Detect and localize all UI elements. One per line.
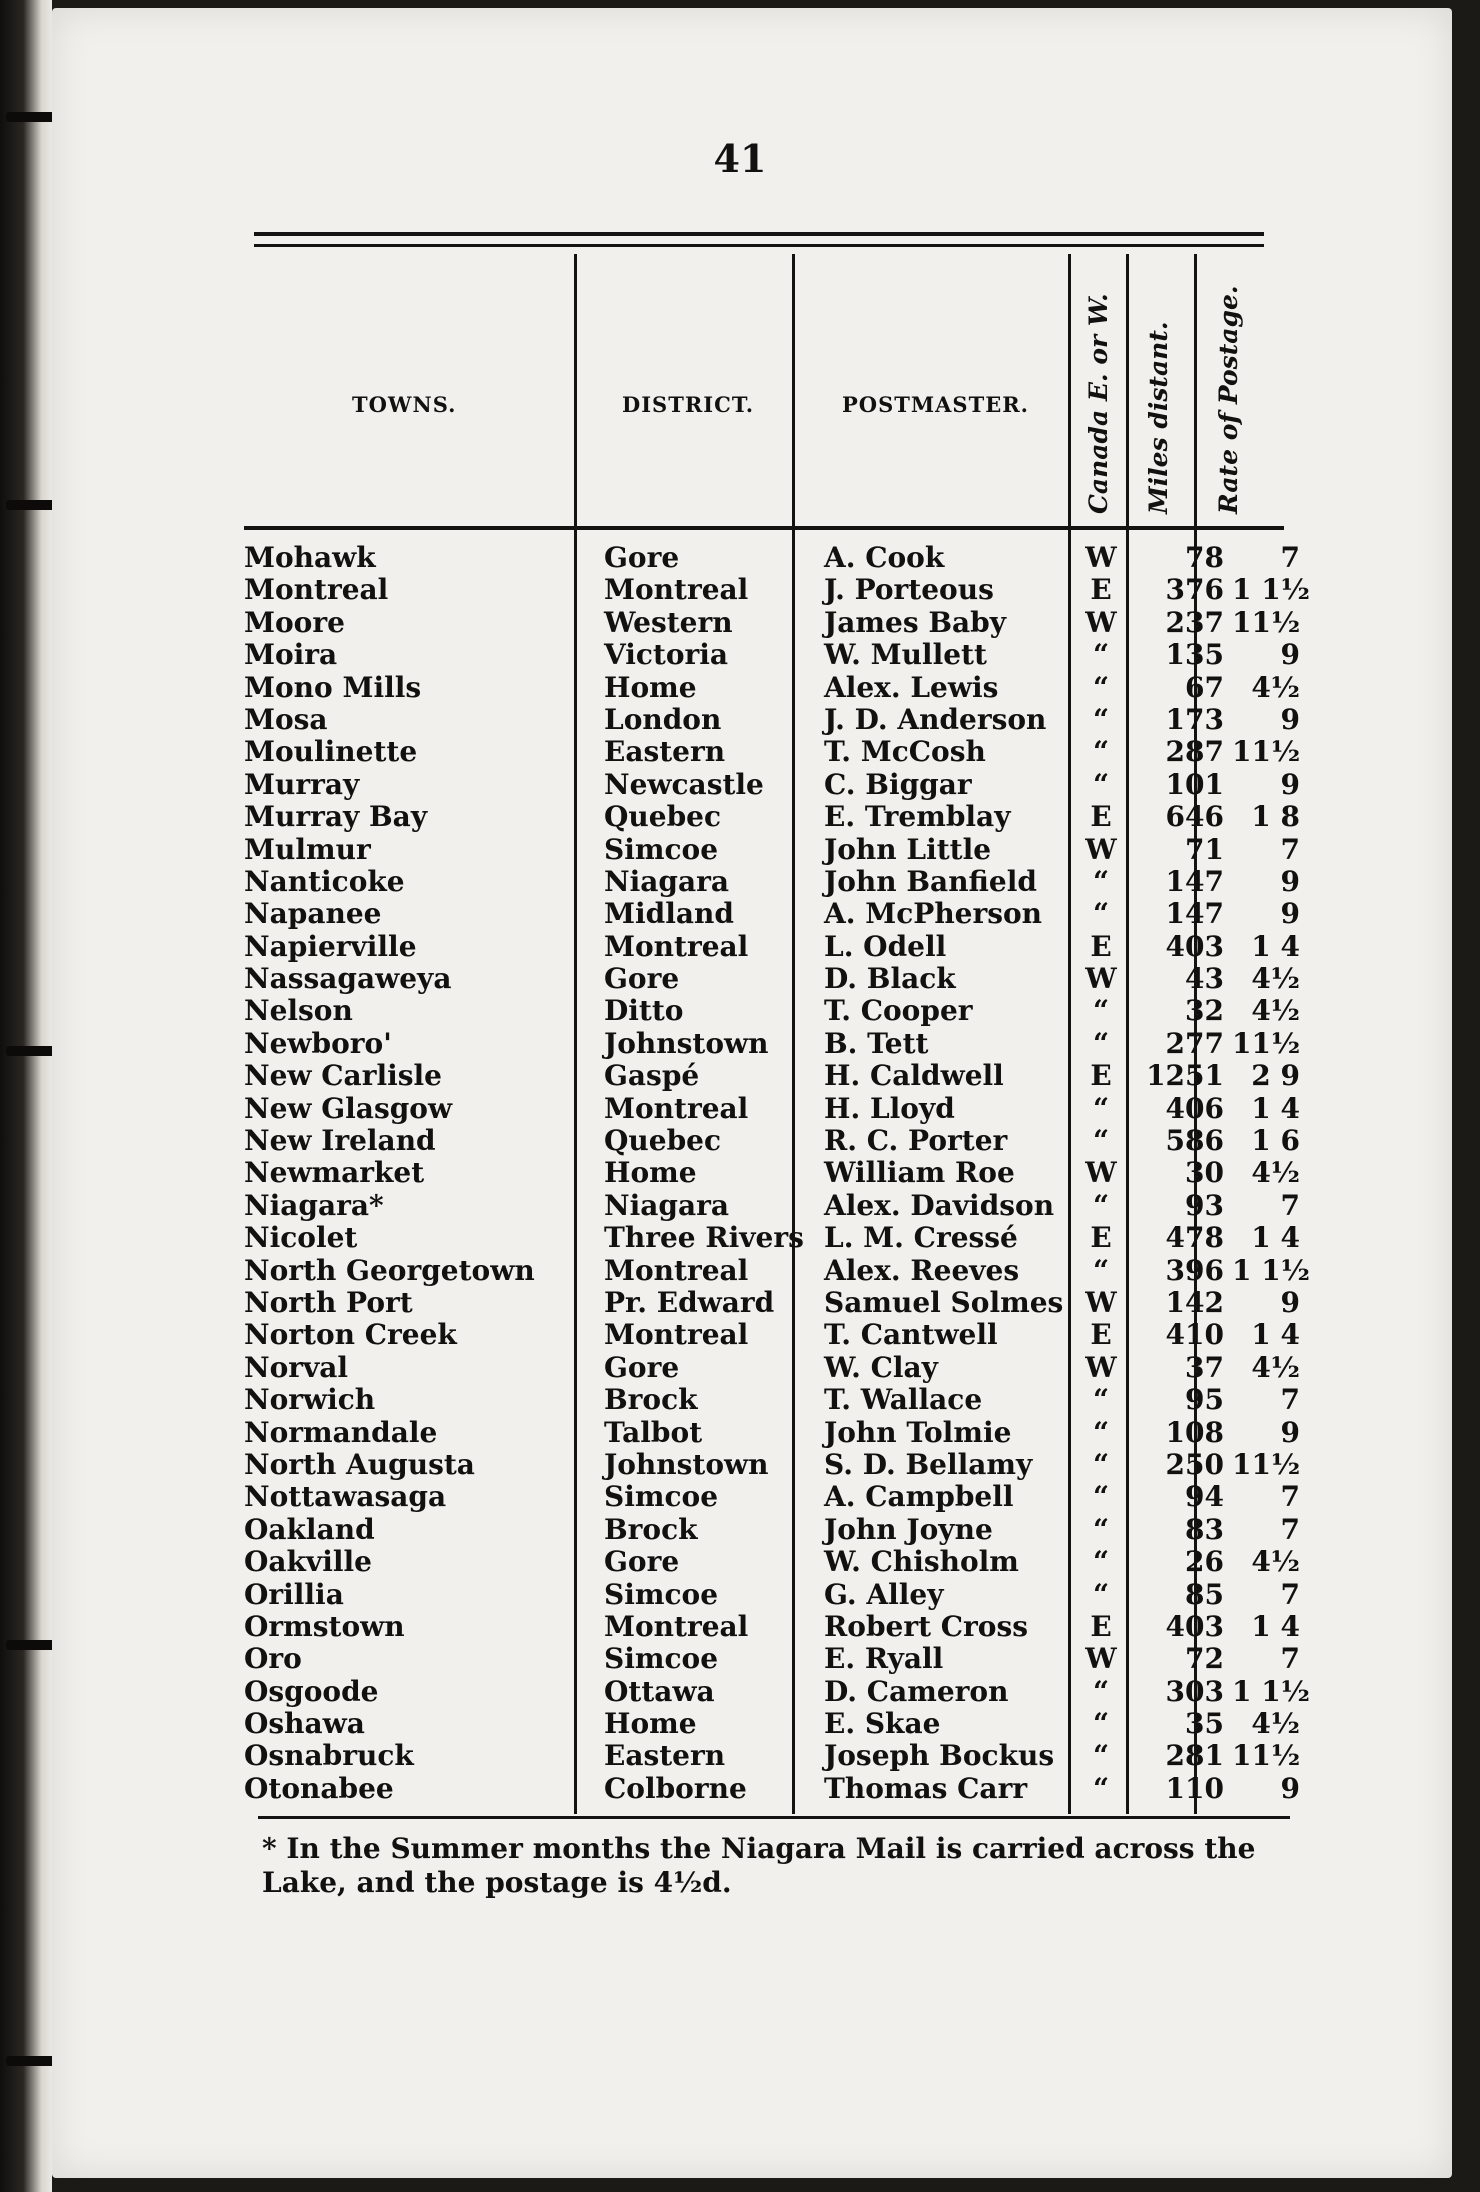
canada-cell: “ xyxy=(1092,1674,1110,1708)
postmaster-cell: G. Alley xyxy=(824,1577,944,1611)
canada-cell: “ xyxy=(1092,1577,1110,1611)
postmaster-cell: Joseph Bockus xyxy=(824,1739,1055,1773)
town-cell: Murray xyxy=(244,767,360,801)
town-cell: New Glasgow xyxy=(244,1091,453,1125)
district-cell: Home xyxy=(604,1156,697,1190)
district-cell: Gore xyxy=(604,1545,680,1579)
table-row xyxy=(244,704,1304,736)
header-rate-of-postage: Rate of Postage. xyxy=(1214,285,1243,514)
town-cell: Osnabruck xyxy=(244,1739,414,1773)
miles-cell: 396 xyxy=(1165,1253,1224,1287)
postmaster-cell: John Banfield xyxy=(824,864,1037,898)
district-cell: Simcoe xyxy=(604,832,719,866)
town-cell: Montreal xyxy=(244,573,389,607)
district-cell: Brock xyxy=(604,1383,698,1417)
town-cell: Nanticoke xyxy=(244,864,405,898)
canada-cell: “ xyxy=(1092,1480,1110,1514)
canada-cell: “ xyxy=(1092,670,1110,704)
miles-cell: 67 xyxy=(1185,670,1224,704)
town-cell: Oakville xyxy=(244,1545,372,1579)
table-row xyxy=(244,1417,1304,1449)
miles-cell: 35 xyxy=(1185,1707,1224,1741)
miles-cell: 108 xyxy=(1165,1415,1224,1449)
postmaster-cell: H. Lloyd xyxy=(824,1091,955,1125)
rate-cell: 7 xyxy=(1280,1577,1300,1611)
miles-cell: 37 xyxy=(1185,1350,1224,1384)
town-cell: North Port xyxy=(244,1285,413,1319)
town-cell: Moulinette xyxy=(244,735,418,769)
table-row xyxy=(244,1449,1304,1481)
canada-cell: E xyxy=(1090,1221,1112,1255)
rate-cell: 1 4 xyxy=(1251,1091,1300,1125)
town-cell: Napanee xyxy=(244,897,382,931)
canada-cell: W xyxy=(1085,1285,1117,1319)
canada-cell: “ xyxy=(1092,1091,1110,1125)
canada-cell: E xyxy=(1090,573,1112,607)
district-cell: Gore xyxy=(604,541,680,574)
canada-cell: W xyxy=(1085,541,1117,574)
district-cell: Pr. Edward xyxy=(604,1285,775,1319)
miles-cell: 287 xyxy=(1165,735,1224,769)
district-cell: Montreal xyxy=(604,929,749,963)
rate-cell: 2 9 xyxy=(1251,1059,1300,1093)
postmaster-cell: L. Odell xyxy=(824,929,947,963)
postmaster-table-body xyxy=(244,541,1310,1805)
canada-cell: “ xyxy=(1092,1771,1110,1805)
town-cell: North Georgetown xyxy=(244,1253,535,1287)
town-cell: Nicolet xyxy=(244,1221,358,1255)
canada-cell: “ xyxy=(1092,1447,1110,1481)
book-binding xyxy=(0,0,52,2192)
table-row xyxy=(244,1740,1304,1772)
table-row xyxy=(244,1352,1304,1384)
canada-cell: “ xyxy=(1092,1026,1110,1060)
canada-cell: W xyxy=(1085,605,1117,639)
postmaster-cell: Alex. Davidson xyxy=(824,1188,1055,1222)
table-row xyxy=(244,639,1304,671)
postmaster-cell: Robert Cross xyxy=(824,1609,1029,1643)
table-row xyxy=(244,573,1310,607)
canada-cell: W xyxy=(1085,1350,1117,1384)
district-cell: Montreal xyxy=(604,573,749,607)
town-cell: Moore xyxy=(244,605,345,639)
rate-cell: 1 4 xyxy=(1251,1609,1300,1643)
town-cell: Norval xyxy=(244,1350,349,1384)
table-row xyxy=(244,1611,1304,1643)
table-row xyxy=(244,1579,1304,1611)
miles-cell: 586 xyxy=(1165,1124,1224,1158)
table-row xyxy=(244,1287,1304,1319)
miles-cell: 147 xyxy=(1165,864,1224,898)
table-row xyxy=(244,1093,1304,1125)
miles-cell: 95 xyxy=(1185,1383,1224,1417)
town-cell: Osgoode xyxy=(244,1674,379,1708)
postmaster-cell: J. D. Anderson xyxy=(824,702,1047,736)
table-row xyxy=(244,1253,1310,1287)
postmaster-cell: J. Porteous xyxy=(824,573,994,607)
header-postmaster: POSTMASTER. xyxy=(842,392,1029,417)
district-cell: Western xyxy=(604,605,733,639)
canada-cell: E xyxy=(1090,929,1112,963)
table-row xyxy=(244,1481,1304,1513)
rate-cell: 11½ xyxy=(1232,1026,1301,1060)
town-cell: Normandale xyxy=(244,1415,438,1449)
town-cell: Otonabee xyxy=(244,1771,394,1805)
table-row xyxy=(244,1157,1304,1189)
town-cell: North Augusta xyxy=(244,1447,475,1481)
table-top-rule xyxy=(254,244,1264,247)
postmaster-cell: W. Mullett xyxy=(824,638,987,672)
rate-cell: 7 xyxy=(1280,832,1300,866)
miles-cell: 646 xyxy=(1165,800,1224,834)
town-cell: Murray Bay xyxy=(244,800,428,834)
rate-cell: 7 xyxy=(1280,1480,1300,1514)
page-number: 41 xyxy=(713,136,767,181)
rate-cell: 7 xyxy=(1280,1188,1300,1222)
table-row xyxy=(244,898,1304,930)
town-cell: Niagara* xyxy=(244,1188,384,1222)
miles-cell: 173 xyxy=(1165,702,1224,736)
town-cell: New Ireland xyxy=(244,1124,436,1158)
canada-cell: E xyxy=(1090,800,1112,834)
town-cell: Moira xyxy=(244,638,338,672)
miles-cell: 30 xyxy=(1185,1156,1224,1190)
canada-cell: “ xyxy=(1092,1124,1110,1158)
miles-cell: 83 xyxy=(1185,1512,1224,1546)
postmaster-cell: C. Biggar xyxy=(824,767,972,801)
district-cell: Simcoe xyxy=(604,1642,719,1676)
postmaster-cell: T. McCosh xyxy=(824,735,986,769)
canada-cell: E xyxy=(1090,1059,1112,1093)
district-cell: Home xyxy=(604,1707,697,1741)
rate-cell: 4½ xyxy=(1251,670,1300,704)
miles-cell: 237 xyxy=(1165,605,1224,639)
canada-cell: “ xyxy=(1092,767,1110,801)
district-cell: Montreal xyxy=(604,1318,749,1352)
miles-cell: 94 xyxy=(1185,1480,1224,1514)
rate-cell: 7 xyxy=(1280,1512,1300,1546)
header-district: DISTRICT. xyxy=(622,392,755,417)
rate-cell: 1 4 xyxy=(1251,1318,1300,1352)
miles-cell: 85 xyxy=(1185,1577,1224,1611)
footnote: * In the Summer months the Niagara Mail is carried across the Lake, and the postage is 4½d. xyxy=(262,1832,1256,1899)
town-cell: New Carlisle xyxy=(244,1059,442,1093)
table-row xyxy=(244,866,1304,898)
canada-cell: “ xyxy=(1092,1512,1110,1546)
rate-cell: 9 xyxy=(1280,897,1300,931)
canada-cell: E xyxy=(1090,1609,1112,1643)
district-cell: Three Rivers xyxy=(604,1221,804,1255)
miles-cell: 71 xyxy=(1185,832,1224,866)
table-top-rule xyxy=(254,232,1264,236)
rate-cell: 1 1½ xyxy=(1232,1674,1310,1708)
town-cell: Oro xyxy=(244,1642,302,1676)
canada-cell: “ xyxy=(1092,1253,1110,1287)
postmaster-cell: D. Black xyxy=(824,962,956,996)
table-row xyxy=(244,1773,1304,1805)
rate-cell: 1 1½ xyxy=(1232,1253,1310,1287)
district-cell: Montreal xyxy=(604,1253,749,1287)
postmaster-cell: E. Ryall xyxy=(824,1642,944,1676)
district-cell: Niagara xyxy=(604,1188,729,1222)
table-row xyxy=(244,995,1304,1027)
miles-cell: 303 xyxy=(1165,1674,1224,1708)
district-cell: Gore xyxy=(604,962,680,996)
canada-cell: “ xyxy=(1092,1707,1110,1741)
town-cell: Norwich xyxy=(244,1383,376,1417)
rate-cell: 7 xyxy=(1280,1383,1300,1417)
postmaster-cell: T. Wallace xyxy=(824,1383,983,1417)
postmaster-cell: A. Cook xyxy=(824,541,945,574)
town-cell: Newboro' xyxy=(244,1026,392,1060)
table-row xyxy=(244,1028,1304,1060)
table-row xyxy=(244,1643,1304,1675)
district-cell: Eastern xyxy=(604,735,726,769)
district-cell: Quebec xyxy=(604,1124,722,1158)
miles-cell: 135 xyxy=(1165,638,1224,672)
table-row xyxy=(244,736,1304,768)
table-row xyxy=(244,542,1304,574)
table-row xyxy=(244,1222,1304,1254)
rate-cell: 11½ xyxy=(1232,605,1301,639)
postmaster-cell: John Tolmie xyxy=(824,1415,1012,1449)
miles-cell: 1251 xyxy=(1146,1059,1224,1093)
postmaster-cell: Alex. Lewis xyxy=(824,670,999,704)
district-cell: Midland xyxy=(604,897,734,931)
postmaster-cell: T. Cantwell xyxy=(824,1318,998,1352)
canada-cell: W xyxy=(1085,832,1117,866)
canada-cell: “ xyxy=(1092,1739,1110,1773)
table-row xyxy=(244,1546,1304,1578)
canada-cell: “ xyxy=(1092,897,1110,931)
miles-cell: 250 xyxy=(1165,1447,1224,1481)
town-cell: Mosa xyxy=(244,702,328,736)
table-row xyxy=(244,1060,1304,1092)
table-row xyxy=(244,963,1304,995)
header-miles-distant: Miles distant. xyxy=(1144,321,1173,514)
postmaster-cell: T. Cooper xyxy=(824,994,973,1028)
miles-cell: 32 xyxy=(1185,994,1224,1028)
rate-cell: 4½ xyxy=(1251,962,1300,996)
rate-cell: 4½ xyxy=(1251,1350,1300,1384)
postmaster-cell: E. Tremblay xyxy=(824,800,1011,834)
postmaster-cell: John Joyne xyxy=(824,1512,993,1546)
miles-cell: 142 xyxy=(1165,1285,1224,1319)
rate-cell: 4½ xyxy=(1251,1707,1300,1741)
miles-cell: 277 xyxy=(1165,1026,1224,1060)
rate-cell: 9 xyxy=(1280,767,1300,801)
canada-cell: “ xyxy=(1092,1188,1110,1222)
town-cell: Newmarket xyxy=(244,1156,425,1190)
rate-cell: 9 xyxy=(1280,1771,1300,1805)
canada-cell: “ xyxy=(1092,1383,1110,1417)
table-row xyxy=(244,769,1304,801)
postmaster-cell: L. M. Cressé xyxy=(824,1221,1018,1255)
miles-cell: 281 xyxy=(1165,1739,1224,1773)
district-cell: Simcoe xyxy=(604,1480,719,1514)
canada-cell: “ xyxy=(1092,994,1110,1028)
district-cell: Gaspé xyxy=(604,1059,700,1093)
postmaster-cell: Alex. Reeves xyxy=(824,1253,1020,1287)
town-cell: Orillia xyxy=(244,1577,344,1611)
postmaster-cell: W. Clay xyxy=(824,1350,938,1384)
miles-cell: 478 xyxy=(1165,1221,1224,1255)
town-cell: Napierville xyxy=(244,929,417,963)
postmaster-cell: S. D. Bellamy xyxy=(824,1447,1033,1481)
miles-cell: 376 xyxy=(1165,573,1224,607)
district-cell: Brock xyxy=(604,1512,698,1546)
postmaster-cell: D. Cameron xyxy=(824,1674,1009,1708)
canada-cell: “ xyxy=(1092,638,1110,672)
rate-cell: 9 xyxy=(1280,1285,1300,1319)
postmaster-cell: James Baby xyxy=(824,605,1006,639)
canada-cell: W xyxy=(1085,962,1117,996)
district-cell: Johnstown xyxy=(604,1447,769,1481)
table-row xyxy=(244,931,1304,963)
district-cell: Montreal xyxy=(604,1091,749,1125)
table-row xyxy=(244,1708,1304,1740)
district-cell: Simcoe xyxy=(604,1577,719,1611)
rate-cell: 1 4 xyxy=(1251,929,1300,963)
miles-cell: 78 xyxy=(1185,541,1224,574)
town-cell: Ormstown xyxy=(244,1609,405,1643)
table-row xyxy=(244,801,1304,833)
miles-cell: 43 xyxy=(1185,962,1224,996)
postmaster-cell: W. Chisholm xyxy=(824,1545,1019,1579)
table-row xyxy=(244,1384,1304,1416)
town-cell: Nottawasaga xyxy=(244,1480,447,1514)
district-cell: London xyxy=(604,702,722,736)
canada-cell: W xyxy=(1085,1156,1117,1190)
postmaster-cell: H. Caldwell xyxy=(824,1059,1004,1093)
canada-cell: “ xyxy=(1092,1545,1110,1579)
miles-cell: 403 xyxy=(1165,1609,1224,1643)
miles-cell: 72 xyxy=(1185,1642,1224,1676)
town-cell: Oakland xyxy=(244,1512,375,1546)
town-cell: Nelson xyxy=(244,994,353,1028)
town-cell: Mohawk xyxy=(244,541,376,574)
miles-cell: 410 xyxy=(1165,1318,1224,1352)
rate-cell: 9 xyxy=(1280,702,1300,736)
postmaster-cell: R. C. Porter xyxy=(824,1124,1008,1158)
district-cell: Quebec xyxy=(604,800,722,834)
rate-cell: 4½ xyxy=(1251,1156,1300,1190)
postmaster-cell: A. Campbell xyxy=(824,1480,1014,1514)
miles-cell: 403 xyxy=(1165,929,1224,963)
district-cell: Gore xyxy=(604,1350,680,1384)
district-cell: Ditto xyxy=(604,994,684,1028)
rate-cell: 1 6 xyxy=(1251,1124,1300,1158)
miles-cell: 26 xyxy=(1185,1545,1224,1579)
table-row xyxy=(244,1674,1310,1708)
rate-cell: 9 xyxy=(1280,864,1300,898)
rate-cell: 11½ xyxy=(1232,1447,1301,1481)
header-canada-e-or-w: Canada E. or W. xyxy=(1084,293,1113,514)
table-row xyxy=(244,1125,1304,1157)
table-row xyxy=(244,1319,1304,1351)
table-row xyxy=(244,672,1304,704)
rate-cell: 11½ xyxy=(1232,1739,1301,1773)
postmaster-cell: Thomas Carr xyxy=(824,1771,1028,1805)
rate-cell: 4½ xyxy=(1251,1545,1300,1579)
town-cell: Norton Creek xyxy=(244,1318,457,1352)
district-cell: Montreal xyxy=(604,1609,749,1643)
rate-cell: 1 4 xyxy=(1251,1221,1300,1255)
district-cell: Victoria xyxy=(604,638,729,672)
rate-cell: 7 xyxy=(1280,1642,1300,1676)
postmaster-cell: B. Tett xyxy=(824,1026,929,1060)
district-cell: Eastern xyxy=(604,1739,726,1773)
district-cell: Newcastle xyxy=(604,767,764,801)
district-cell: Ottawa xyxy=(604,1674,715,1708)
district-cell: Johnstown xyxy=(604,1026,769,1060)
rate-cell: 7 xyxy=(1280,541,1300,574)
town-cell: Oshawa xyxy=(244,1707,365,1741)
rate-cell: 9 xyxy=(1280,1415,1300,1449)
postmaster-cell: Samuel Solmes xyxy=(824,1285,1064,1319)
miles-cell: 406 xyxy=(1165,1091,1224,1125)
canada-cell: “ xyxy=(1092,864,1110,898)
postmaster-cell: A. McPherson xyxy=(824,897,1043,931)
district-cell: Colborne xyxy=(604,1771,747,1805)
postmaster-cell: William Roe xyxy=(824,1156,1015,1190)
table-row xyxy=(244,1190,1304,1222)
miles-cell: 93 xyxy=(1185,1188,1224,1222)
district-cell: Niagara xyxy=(604,864,729,898)
miles-cell: 110 xyxy=(1165,1771,1224,1805)
header-towns: TOWNS. xyxy=(352,392,457,417)
canada-cell: “ xyxy=(1092,702,1110,736)
rate-cell: 1 8 xyxy=(1251,800,1300,834)
table-row xyxy=(244,834,1304,866)
canada-cell: E xyxy=(1090,1318,1112,1352)
table-bottom-rule xyxy=(258,1816,1290,1819)
rate-cell: 4½ xyxy=(1251,994,1300,1028)
postmaster-cell: E. Skae xyxy=(824,1707,941,1741)
canada-cell: “ xyxy=(1092,735,1110,769)
miles-cell: 147 xyxy=(1165,897,1224,931)
table-row xyxy=(244,1514,1304,1546)
miles-cell: 101 xyxy=(1165,767,1224,801)
district-cell: Home xyxy=(604,670,697,704)
rate-cell: 1 1½ xyxy=(1232,573,1310,607)
rate-cell: 11½ xyxy=(1232,735,1301,769)
canada-cell: “ xyxy=(1092,1415,1110,1449)
postmaster-cell: John Little xyxy=(824,832,992,866)
table-row xyxy=(244,607,1304,639)
district-cell: Talbot xyxy=(604,1415,703,1449)
town-cell: Nassagaweya xyxy=(244,962,452,996)
rate-cell: 9 xyxy=(1280,638,1300,672)
town-cell: Mulmur xyxy=(244,832,371,866)
town-cell: Mono Mills xyxy=(244,670,422,704)
canada-cell: W xyxy=(1085,1642,1117,1676)
